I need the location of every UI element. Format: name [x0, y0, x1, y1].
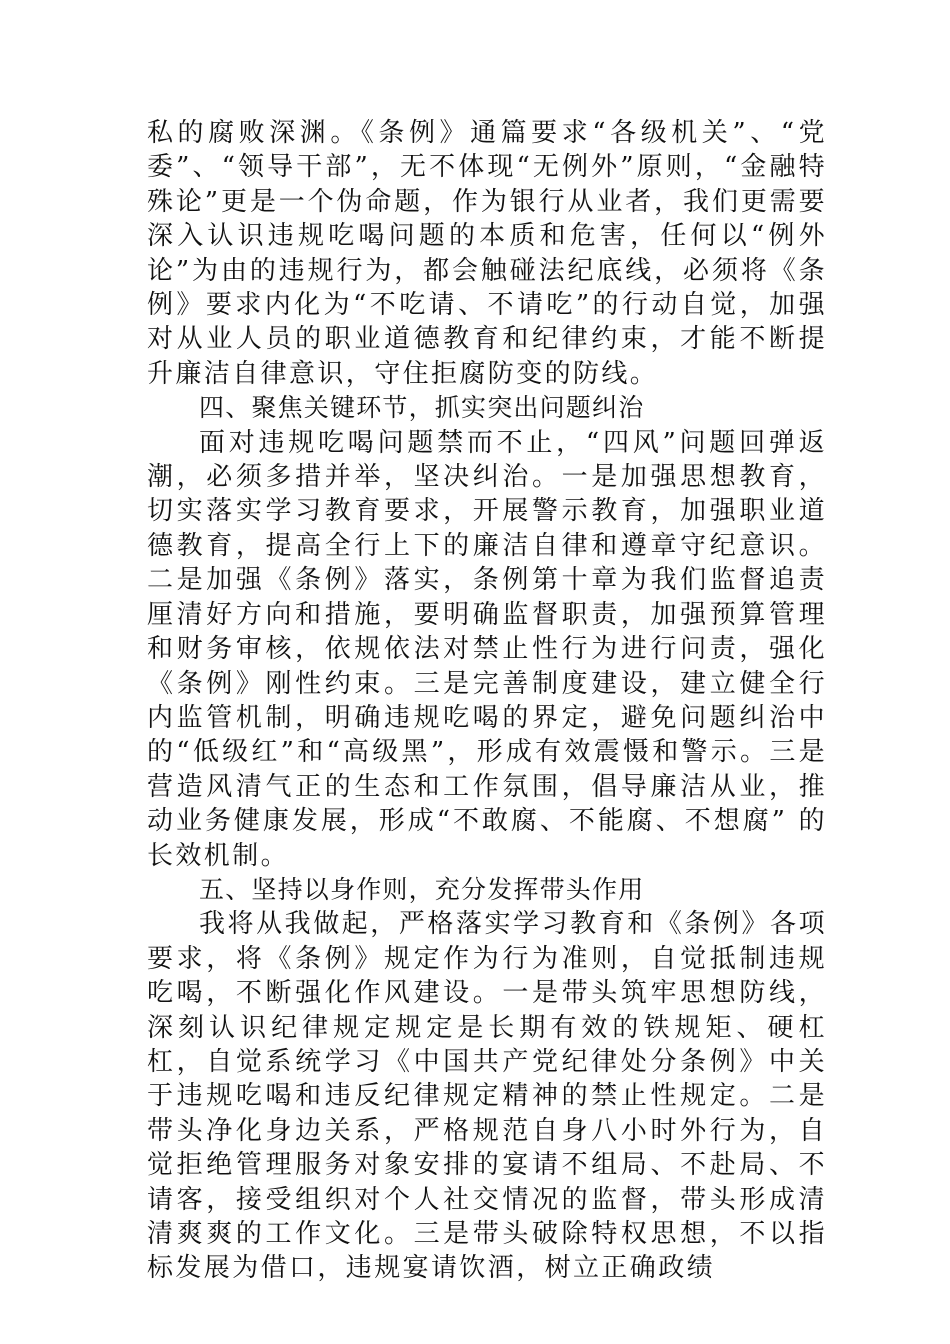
- paragraph-section-4: 面对违规吃喝问题禁而不止，“四风”问题回弹返潮，必须多措并举，坚决纠治。一是加强思想教育，切实落实学习教育要求，开展警示教育，加强职业道德教育，提高全行上下的廉洁自律和遵章守纪意识。二是加强《条例》落实，条例第十章为我们监督追责厘清好方向和措施，要明确监督职责，加强预算管理和财务审核，依规依法对禁止性行为进行问责，强化《条例》刚性约束。三是完善制度建设，建立健全行内监管机制，明确违规吃喝的界定，避免问题纠治中的“低级红”和“高级黑”，形成有效震慑和警示。三是营造风清气正的生态和工作氛围，倡导廉洁从业，推动业务健康发展，形成“不敢腐、不能腐、不想腐” 的长效机制。: [147, 427, 827, 871]
- paragraph-continued: 私的腐败深渊。《条例》通篇要求“各级机关”、“党委”、“领导干部”，无不体现“无例外”原则，“金融特殊论”更是一个伪命题，作为银行从业者，我们更需要深入认识违规吃喝问题的本质和危害，任何以“例外论”为由的违规行为，都会触碰法纪底线，必须将《条例》要求内化为“不吃请、不请吃”的行动自觉，加强对从业人员的职业道德教育和纪律约束，才能不断提升廉洁自律意识，守住拒腐防变的防线。: [147, 118, 827, 389]
- paragraph-section-5: 我将从我做起，严格落实学习教育和《条例》各项要求，将《条例》规定作为行为准则，自觉抵制违规吃喝，不断强化作风建设。一是带头筑牢思想防线，深刻认识纪律规定规定是长期有效的铁规矩、硬杠杠，自觉系统学习《中国共产党纪律处分条例》中关于违规吃喝和违反纪律规定精神的禁止性规定。二是带头净化身边关系，严格规范自身八小时外行为，自觉拒绝管理服务对象安排的宴请不组局、不赴局、不请客，接受组织对个人社交情况的监督，带头形成清清爽爽的工作文化。三是带头破除特权思想，不以指标发展为借口，违规宴请饮酒，树立正确政绩: [147, 909, 827, 1284]
- section-heading-5: 五、坚持以身作则，充分发挥带头作用: [199, 874, 645, 904]
- section-heading-4: 四、聚焦关键环节，抓实突出问题纠治: [199, 393, 645, 423]
- document-page: [147, 116, 827, 1286]
